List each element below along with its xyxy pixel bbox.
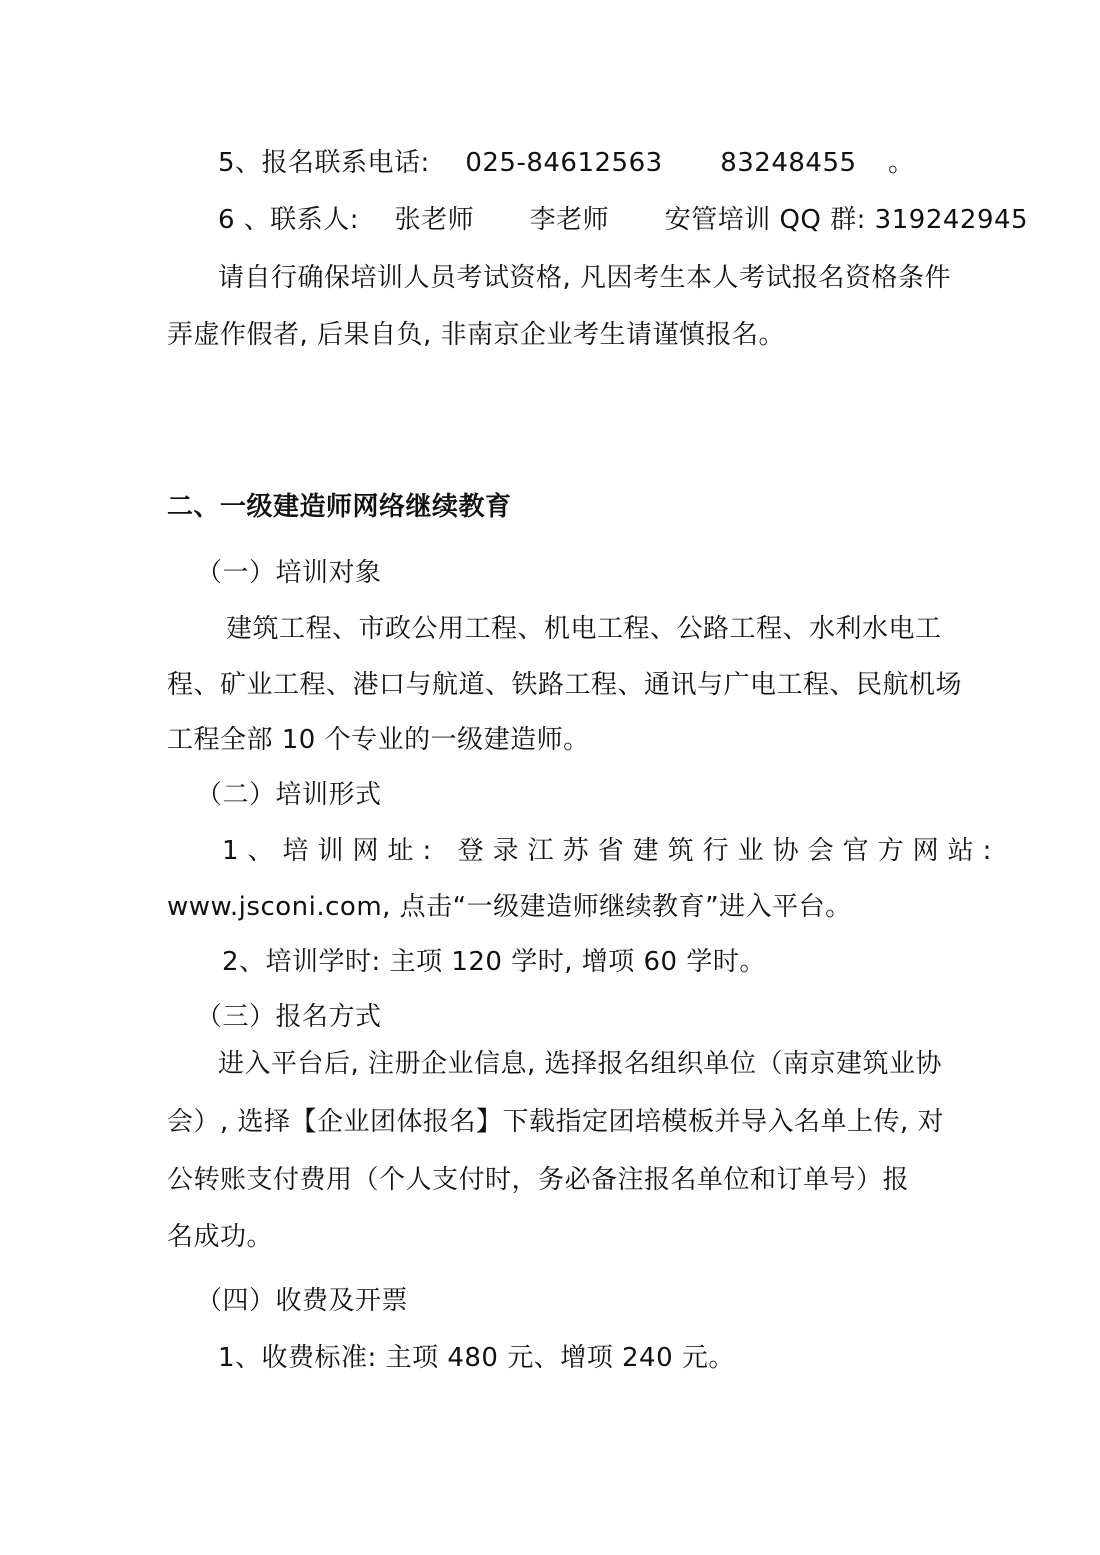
phone-number-1: 025-84612563 (465, 148, 663, 178)
subsection-title-registration: （三）报名方式 (196, 1002, 382, 1032)
phone-number-2: 83248455 (720, 148, 857, 178)
subsection-title-target: （一）培训对象 (196, 558, 382, 588)
registration-line-1: 进入平台后, 注册企业信息, 选择报名组织单位（南京建筑业协 (218, 1049, 943, 1079)
fees-item-1: 1、收费标准: 主项 480 元、增项 240 元。 (218, 1343, 735, 1373)
notice-line-2: 弄虚作假者, 后果自负, 非南京企业考生请谨慎报名。 (167, 320, 786, 350)
target-line-1: 建筑工程、市政公用工程、机电工程、公路工程、水利水电工 (226, 614, 942, 644)
phone-line-end: 。 (888, 148, 915, 178)
format-item-1-line-1: 1、培训网址: 登录江苏省建筑行业协会官方网站: (222, 836, 1001, 866)
qq-group: 安管培训 QQ 群: 319242945 (664, 205, 1029, 235)
notice-line-1: 请自行确保培训人员考试资格, 凡因考生本人考试报名资格条件 (218, 263, 952, 293)
contact-phone-line (218, 146, 915, 180)
target-line-2: 程、矿业工程、港口与航道、铁路工程、通讯与广电工程、民航机场 (167, 670, 963, 700)
contact-person-1: 张老师 (394, 205, 475, 235)
contact-person-line (218, 203, 1028, 237)
registration-line-2: 会）, 选择【企业团体报名】下载指定团培模板并导入名单上传, 对 (167, 1107, 945, 1137)
format-item-1-line-2: www.jsconi.com, 点击“一级建造师继续教育”进入平台。 (167, 892, 852, 922)
format-item-2: 2、培训学时: 主项 120 学时, 增项 60 学时。 (222, 947, 766, 977)
subsection-title-format: （二）培训形式 (196, 780, 382, 810)
registration-line-3: 公转账支付费用（个人支付时，务必备注报名单位和订单号）报 (167, 1165, 910, 1195)
phone-label: 5、报名联系电话: (218, 148, 430, 178)
contact-label: 6 、联系人: (218, 205, 360, 235)
subsection-title-fees: （四）收费及开票 (196, 1286, 409, 1316)
registration-line-4: 名成功。 (167, 1222, 274, 1252)
section-heading: 二、一级建造师网络继续教育 (167, 492, 512, 522)
contact-person-2: 李老师 (529, 205, 610, 235)
target-line-3: 工程全部 10 个专业的一级建造师。 (167, 725, 590, 755)
